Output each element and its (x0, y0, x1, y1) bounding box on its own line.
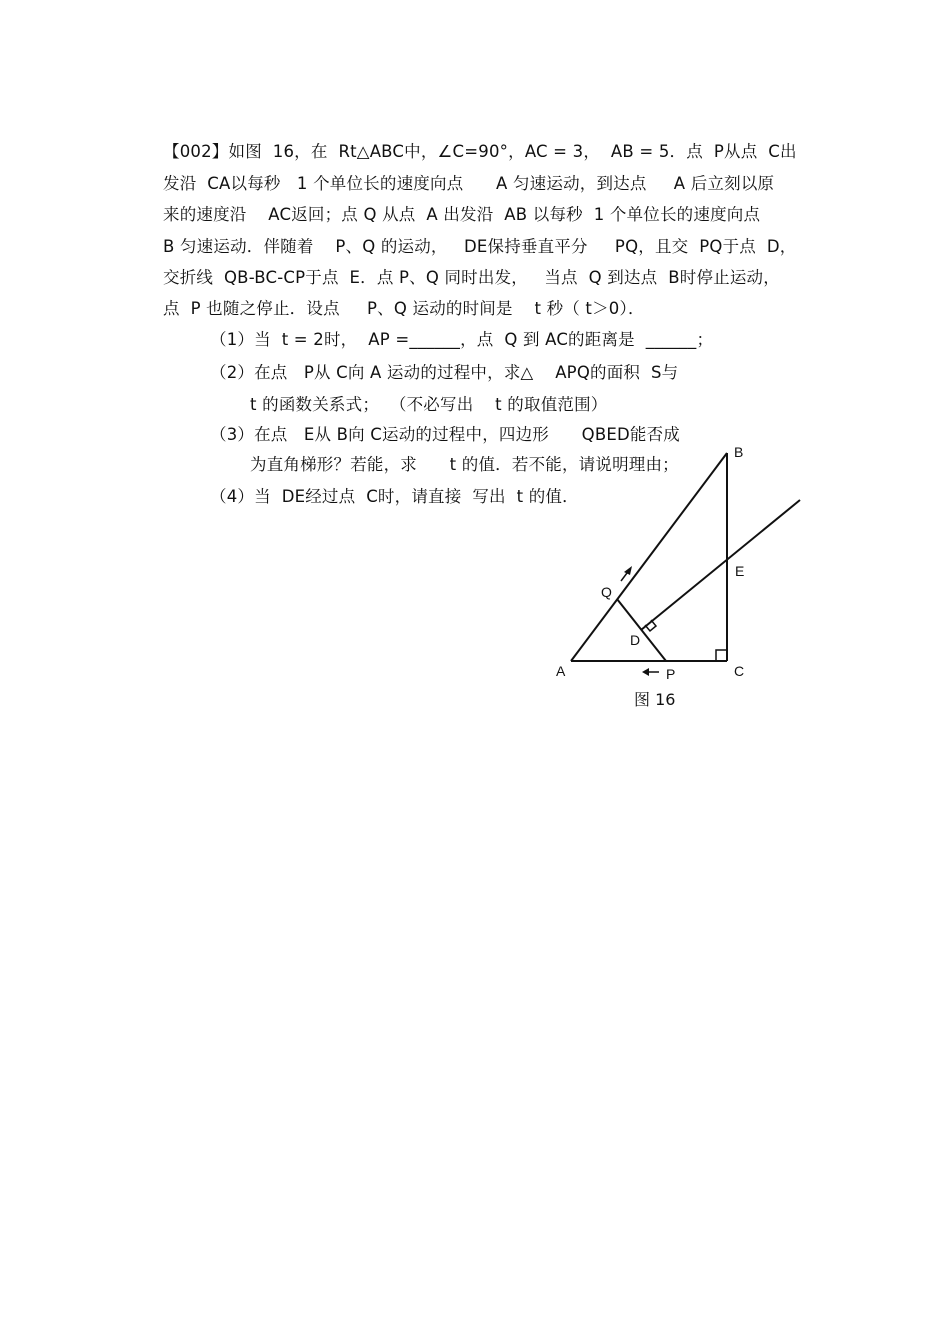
question-3-line-1: （3）在点 E从 B向 C运动的过程中，四边形 QBED能否成 (210, 425, 680, 444)
label-e: E (735, 563, 745, 579)
intro-line-3: 来的速度沿 AC返回；点 Q 从点 A 出发沿 AB 以每秒 1 个单位长的速度向点 (163, 205, 761, 224)
figure-caption: 图 16 (634, 690, 676, 709)
question-3-line-2: 为直角梯形？若能，求 t 的值．若不能，请说明理由； (250, 455, 679, 474)
right-angle-mark-c (716, 650, 727, 661)
label-b: B (734, 444, 744, 460)
intro-line-6: 点 P 也随之停止．设点 P、Q 运动的时间是 t 秒（ t＞0）． (163, 299, 645, 318)
line-de (641, 500, 800, 630)
arrow-p-head (642, 668, 649, 676)
question-4: （4）当 DE经过点 C时，请直接 写出 t 的值． (210, 487, 579, 506)
intro-line-4: B 匀速运动．伴随着 P、Q 的运动， DE保持垂直平分 PQ，且交 PQ于点 D， (163, 237, 797, 256)
intro-line-5: 交折线 QB-BC-CP于点 E．点 P、Q 同时出发， 当点 Q 到达点 B时停止运动， (163, 268, 780, 287)
arrow-q-head (624, 566, 632, 575)
intro-line-1: 【002】如图 16，在 Rt△ABC中，∠C=90°，AC = 3， AB = 5．点 P从点 C出 (163, 142, 797, 161)
question-1: （1）当 t = 2时， AP =______，点 Q 到 AC的距离是 ______； (210, 330, 714, 349)
label-p: P (666, 666, 676, 682)
intro-line-2: 发沿 CA以每秒 1 个单位长的速度向点 A 匀速运动，到达点 A 后立刻以原 (163, 174, 775, 193)
triangle-figure (540, 430, 820, 720)
label-a: A (556, 663, 566, 679)
question-2-line-2: t 的函数关系式； （不必写出 t 的取值范围） (250, 395, 608, 414)
label-d: D (630, 632, 641, 648)
question-2-line-1: （2）在点 P从 C向 A 运动的过程中，求△ APQ的面积 S与 (210, 363, 679, 382)
label-c: C (734, 663, 745, 679)
label-q: Q (601, 584, 612, 600)
